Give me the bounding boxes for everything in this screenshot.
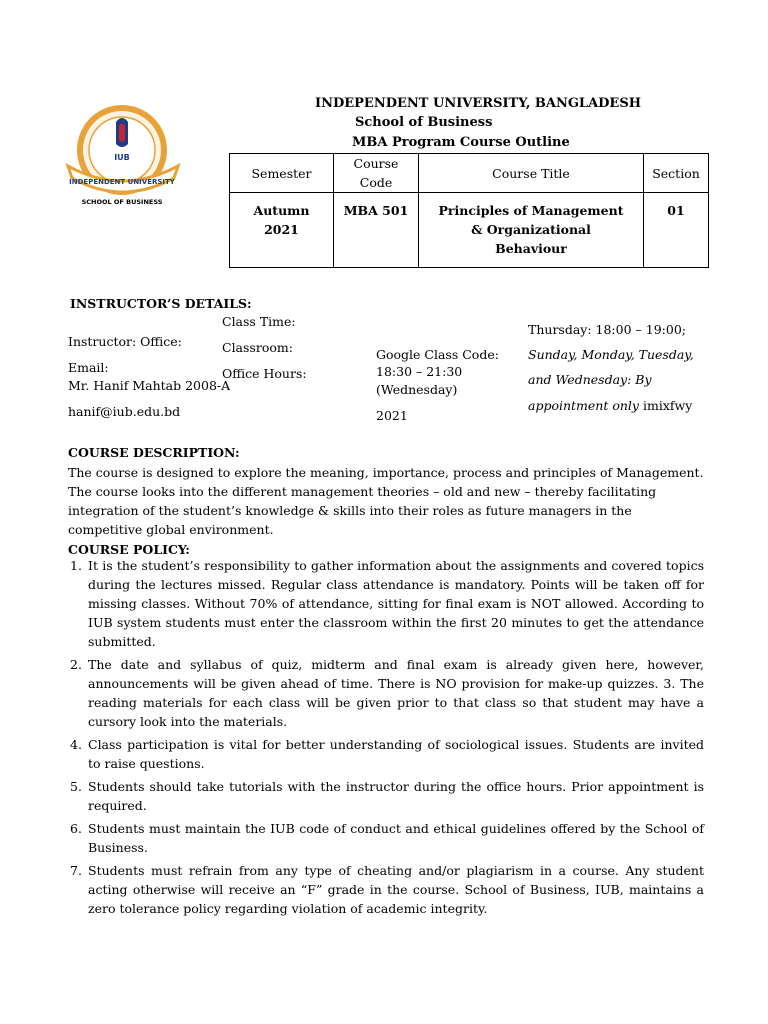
logo-banner-text: INDEPENDENT UNIVERSITY: [69, 178, 175, 186]
office-hours-thursday: Thursday: 18:00 – 19:00;: [528, 322, 686, 337]
list-item: 4. Class participation is vital for better understanding of sociological issues. Students are invited to raise questions.: [70, 737, 704, 771]
course-code-value: MBA 501: [334, 193, 419, 268]
header-semester: Semester: [230, 154, 334, 193]
policy-list: [70, 556, 704, 918]
course-table: [229, 153, 709, 268]
iub-logo: [64, 104, 184, 214]
classroom-label: Classroom:: [222, 340, 293, 355]
class-day-value: (Wednesday): [376, 382, 458, 397]
section-value: 01: [644, 193, 709, 268]
instructor-office-label: Instructor: Office:: [68, 334, 182, 349]
google-class-label: Google Class Code:: [376, 347, 499, 362]
semester-value: Autumn 2021: [230, 193, 334, 268]
list-item: 2. The date and syllabus of quiz, midterm and final exam is already given here, however, announcements will be given ahead of time. There is NO provision for make-up quizzes. 3. The reading materials for each class will be given prior to that class so that student may have a cursory look into the materials.: [70, 657, 704, 729]
policy-heading: COURSE POLICY:: [68, 542, 190, 557]
header-course-code: Course Code: [334, 154, 419, 193]
classroom-value: 2021: [376, 408, 408, 423]
list-item: 6. Students must maintain the IUB code of conduct and ethical guidelines offered by the School of Business.: [70, 821, 704, 855]
instructor-name-office: Mr. Hanif Mahtab 2008-A: [68, 378, 231, 393]
header-section: Section: [644, 154, 709, 193]
university-name: INDEPENDENT UNIVERSITY, BANGLADESH: [315, 96, 642, 111]
list-item: 5. Students should take tutorials with the instructor during the office hours. Prior appointment is required.: [70, 779, 704, 813]
google-class-code: imixfwy: [642, 398, 693, 413]
school-name: School of Business: [355, 115, 493, 130]
logo-caption: SCHOOL OF BUSINESS: [81, 198, 163, 206]
logo-inner-text: IUB: [114, 153, 130, 162]
header-course-title: Course Title: [419, 154, 644, 193]
office-hours-label: Office Hours:: [222, 366, 307, 381]
course-title-value: Principles of Management & Organizational Behaviour: [419, 193, 644, 268]
class-time-value: 18:30 – 21:30: [376, 364, 463, 379]
instructor-email[interactable]: hanif@iub.edu.bd: [68, 404, 181, 419]
outline-title: MBA Program Course Outline: [352, 135, 570, 150]
list-item: 1. It is the student’s responsibility to gather information about the assignments and covered topics during the lectures missed. Regular class attendance is mandatory. Points will be taken off for missing classes. Without 70% of attendance, sitting for final exam is NOT allowed. According to IUB system students must enter the classroom within the first 20 minutes to get the attendance submitted.: [70, 558, 704, 649]
instructor-heading: INSTRUCTOR’S DETAILS:: [70, 296, 252, 311]
class-time-label: Class Time:: [222, 314, 296, 329]
list-item: 7. Students must refrain from any type of cheating and/or plagiarism in a course. Any student acting otherwise will receive an “F” grade in the course. School of Business, IUB, maintains a zero tolerance policy regarding violation of academic integrity.: [70, 863, 704, 916]
description-heading: COURSE DESCRIPTION:: [68, 445, 240, 460]
office-hours-days-3: appointment only imixfwy: [528, 398, 693, 413]
office-hours-days-2: and Wednesday: By: [528, 372, 652, 387]
description-text: The course is designed to explore the meaning, importance, process and principles of Management. The course looks into the different management theories – old and new – thereby facilitating integration of the student’s knowledge & skills into their roles as future managers in the competitive global environment.: [68, 465, 704, 537]
office-hours-days-1: Sunday, Monday, Tuesday,: [528, 347, 694, 362]
email-label: Email:: [68, 360, 109, 375]
table-row: [230, 193, 709, 268]
